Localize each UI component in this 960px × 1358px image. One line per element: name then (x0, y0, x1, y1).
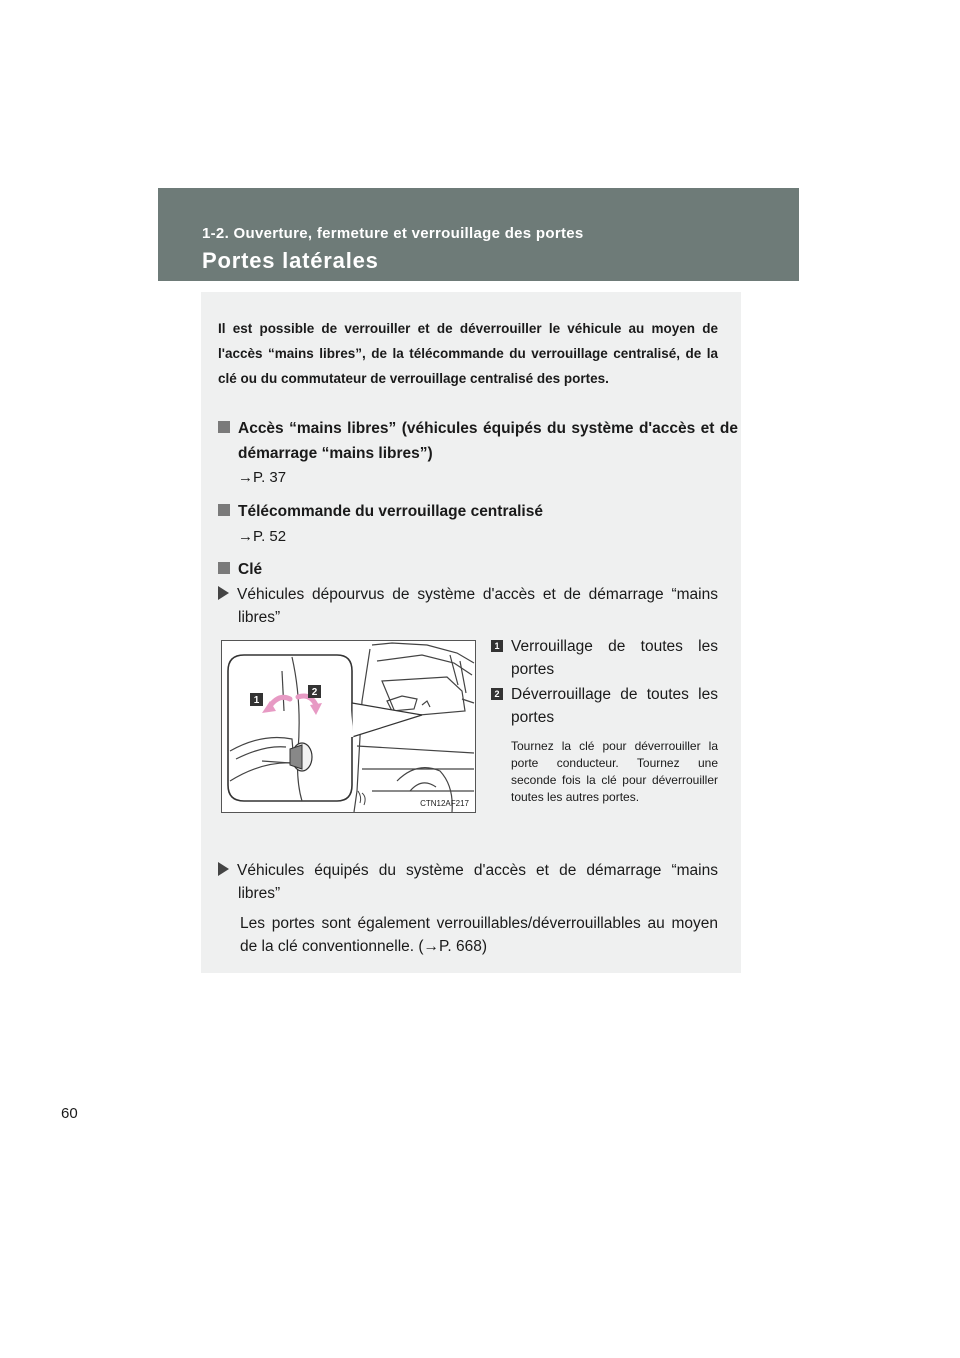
heading-key (218, 557, 718, 582)
bullet-with-system (218, 859, 718, 905)
section-label: 1-2. Ouverture, fermeture et verrouillage des portes (202, 225, 584, 242)
car-door-key-drawing (222, 641, 475, 812)
page-title: Portes latérales (202, 248, 379, 273)
bullet-text: Véhicules équipés du système d'accès et de démarrage “mains libres” (237, 862, 718, 902)
triangle-bullet-icon (218, 862, 229, 876)
legend-item-1 (491, 635, 718, 681)
number-1-icon: 1 (491, 640, 503, 652)
section-header (158, 188, 799, 281)
legend-text: Déverrouillage de toutes les portes (511, 686, 718, 726)
intro-paragraph: Il est possible de verrouiller et de déverrouiller le véhicule au moyen de l'accès “mains libres”, de la télécommande du verrouillage centralisé, de la clé ou du commutateur de verrouillage centralisé des portes. (218, 321, 718, 386)
content-panel (201, 292, 741, 973)
heading-text: Télécommande du verrouillage centralisé (238, 503, 543, 520)
marker-2: 2 (311, 687, 318, 698)
bullet-without-system (218, 583, 718, 629)
page-number: 60 (61, 1105, 78, 1122)
legend-item-2 (491, 683, 718, 729)
figure-code: CTN12AF217 (420, 799, 469, 808)
legend-text: Verrouillage de toutes les portes (511, 638, 718, 678)
page-reference-link[interactable]: →P. 52 (238, 528, 287, 545)
heading-remote (218, 499, 718, 524)
square-bullet-icon (218, 421, 230, 433)
square-bullet-icon (218, 504, 230, 516)
square-bullet-icon (218, 562, 230, 574)
bullet-text: Véhicules dépourvus de système d'accès et de démarrage “mains libres” (237, 586, 718, 626)
key-illustration (221, 640, 476, 813)
marker-1: 1 (253, 695, 260, 706)
closing-paragraph: Les portes sont également verrouillables/déverrouillables au moyen de la clé conventionnelle. (→P. 668) (240, 915, 718, 955)
heading-hands-free (218, 416, 738, 466)
triangle-bullet-icon (218, 586, 229, 600)
heading-text: Clé (238, 561, 263, 578)
page-reference-link[interactable]: →P. 37 (238, 469, 287, 486)
number-2-icon: 2 (491, 688, 503, 700)
heading-text: Accès “mains libres” (véhicules équipés du système d'accès et de démarrage “mains libres”) (238, 420, 738, 462)
note-text: Tournez la clé pour déverrouiller la porte conducteur. Tournez une seconde fois la clé pour déverrouiller toutes les autres portes. (511, 739, 718, 804)
